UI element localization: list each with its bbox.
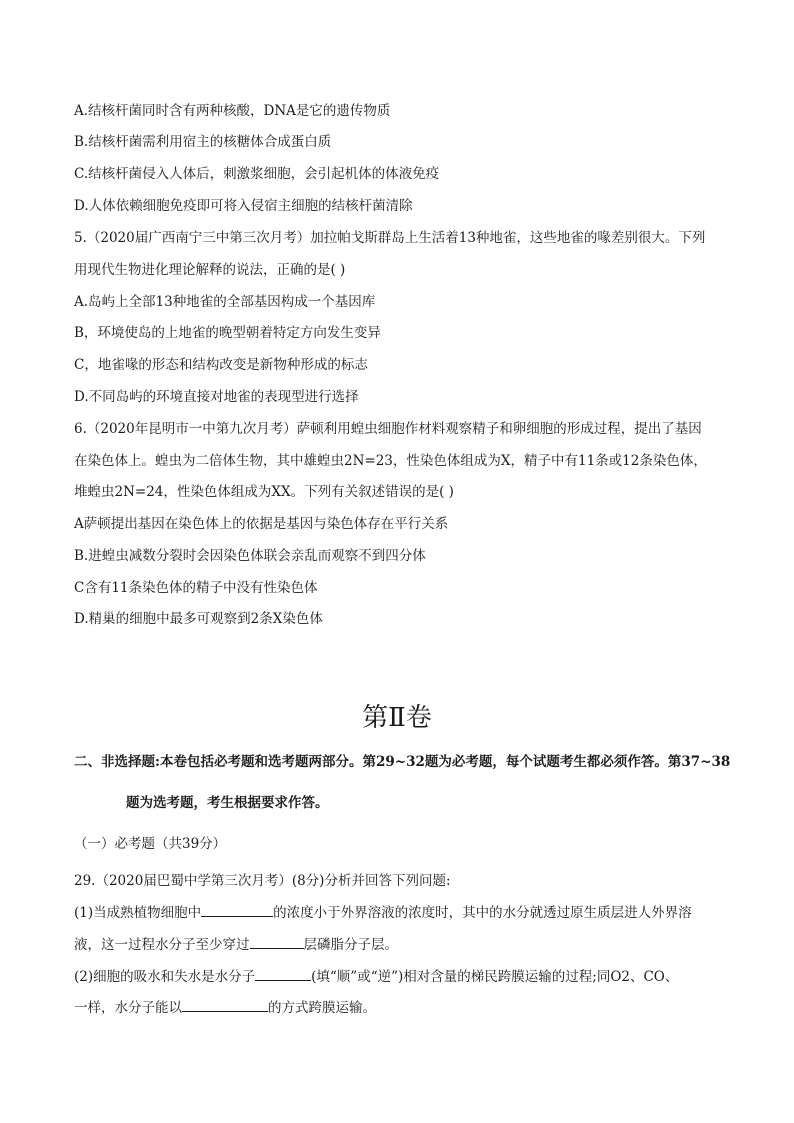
q29-part2-text-c: 一样，水分子能以 [74, 1000, 182, 1016]
q29-part2-text-a: (2)细胞的吸水和失水是水分子 [74, 969, 256, 985]
q29-stem: 29.（2020届巴蜀中学第三次月考）(8分)分析并回答下列问题: [74, 873, 451, 889]
q5-option-c: C，地雀喙的形态和结构改变是新物种形成的标志 [74, 357, 368, 373]
q6-stem-line3: 堆蝗虫2N=24，性染色体组成为XX。下列有关叙述错误的是( ) [74, 484, 454, 500]
q5-stem-line1: 5.（2020届广西南宁三中第三次月考）加拉帕戈斯群岛上生活着13种地雀，这些地雀的喙差别很大。下列 [74, 230, 706, 246]
q29-part1-text-d: 层磷脂分子层。 [303, 937, 398, 953]
q29-part2-text-d: 的方式跨膜运输。 [268, 1000, 376, 1016]
q29-part2-line2 [74, 997, 376, 1018]
q5-option-a: A.岛屿上全部13种地雀的全部基因构成一个基因库 [74, 294, 376, 310]
q6-option-b: B.进蝗虫减数分裂时会因染色体联会亲乱而观察不到四分体 [74, 548, 426, 564]
q29-part2-line1 [74, 966, 678, 987]
answer-blank[interactable] [255, 966, 311, 981]
q6-stem-line1: 6.（2020年昆明市一中第九次月考）萨顿利用蝗虫细胞作材料观察精子和卵细胞的形成过程，提出了基因 [74, 421, 702, 437]
q4-option-a: A.结核杆菌同时含有两种核酸，DNA是它的遗传物质 [74, 103, 391, 119]
section-title: 第Ⅱ卷 [362, 703, 432, 733]
q5-option-b: B，环境使岛的上地雀的晚型朝着特定方向发生变异 [74, 325, 381, 341]
q4-option-d: D.人体依赖细胞免疫即可将入侵宿主细胞的结核杆菌清除 [74, 198, 413, 214]
q29-part1-text-a: (1)当成熟植物细胞中 [74, 905, 202, 921]
answer-blank[interactable] [201, 902, 273, 917]
q29-part2-text-b: (填“顺”或“逆”)相对含量的梯民跨膜运输的过程;同O2、CO、 [311, 969, 679, 985]
answer-blank[interactable] [182, 997, 268, 1012]
part2-intro-line1: 二、非选择题:本卷包括必考题和选考题两部分。第29~32题为必考题，每个试题考生都必须作答。第37~38 [74, 754, 731, 770]
required-section-heading: （一）必考题（共39分） [74, 836, 227, 852]
q6-stem-line2: 在染色体上。蝗虫为二倍体生物，其中雄蝗虫2N=23，性染色体组成为X，精子中有11条或12条染色体， [74, 453, 707, 469]
q6-option-a: A萨顿提出基因在染色体上的依据是基因与染色体存在平行关系 [74, 516, 449, 532]
answer-blank[interactable] [250, 934, 304, 949]
q29-part1-text-c: 液，这一过程水分子至少穿过 [74, 937, 250, 953]
q4-option-c: C.结核杆菌侵入人体后，刺激浆细胞，会引起机体的体液免疫 [74, 166, 440, 182]
q4-option-b: B.结核杆菌需利用宿主的核糖体合成蛋白质 [74, 134, 332, 150]
part2-intro-line2: 题为选考题，考生根据要求作答。 [126, 795, 329, 811]
q5-option-d: D.不同岛屿的环境直接对地雀的表现型进行选择 [74, 389, 359, 405]
q29-part1-text-b: 的浓度小于外界溶液的浓度时，其中的水分就透过原生质层进人外界溶 [273, 905, 692, 921]
q29-part1-line1 [74, 902, 692, 923]
q29-part1-line2 [74, 934, 398, 955]
q6-option-c: C含有11条染色体的精子中没有性染色体 [74, 580, 318, 596]
q6-option-d: D.精巢的细胞中最多可观察到2条X染色体 [74, 611, 323, 627]
q5-stem-line2: 用现代生物进化理论解释的说法，正确的是( ) [74, 262, 346, 278]
